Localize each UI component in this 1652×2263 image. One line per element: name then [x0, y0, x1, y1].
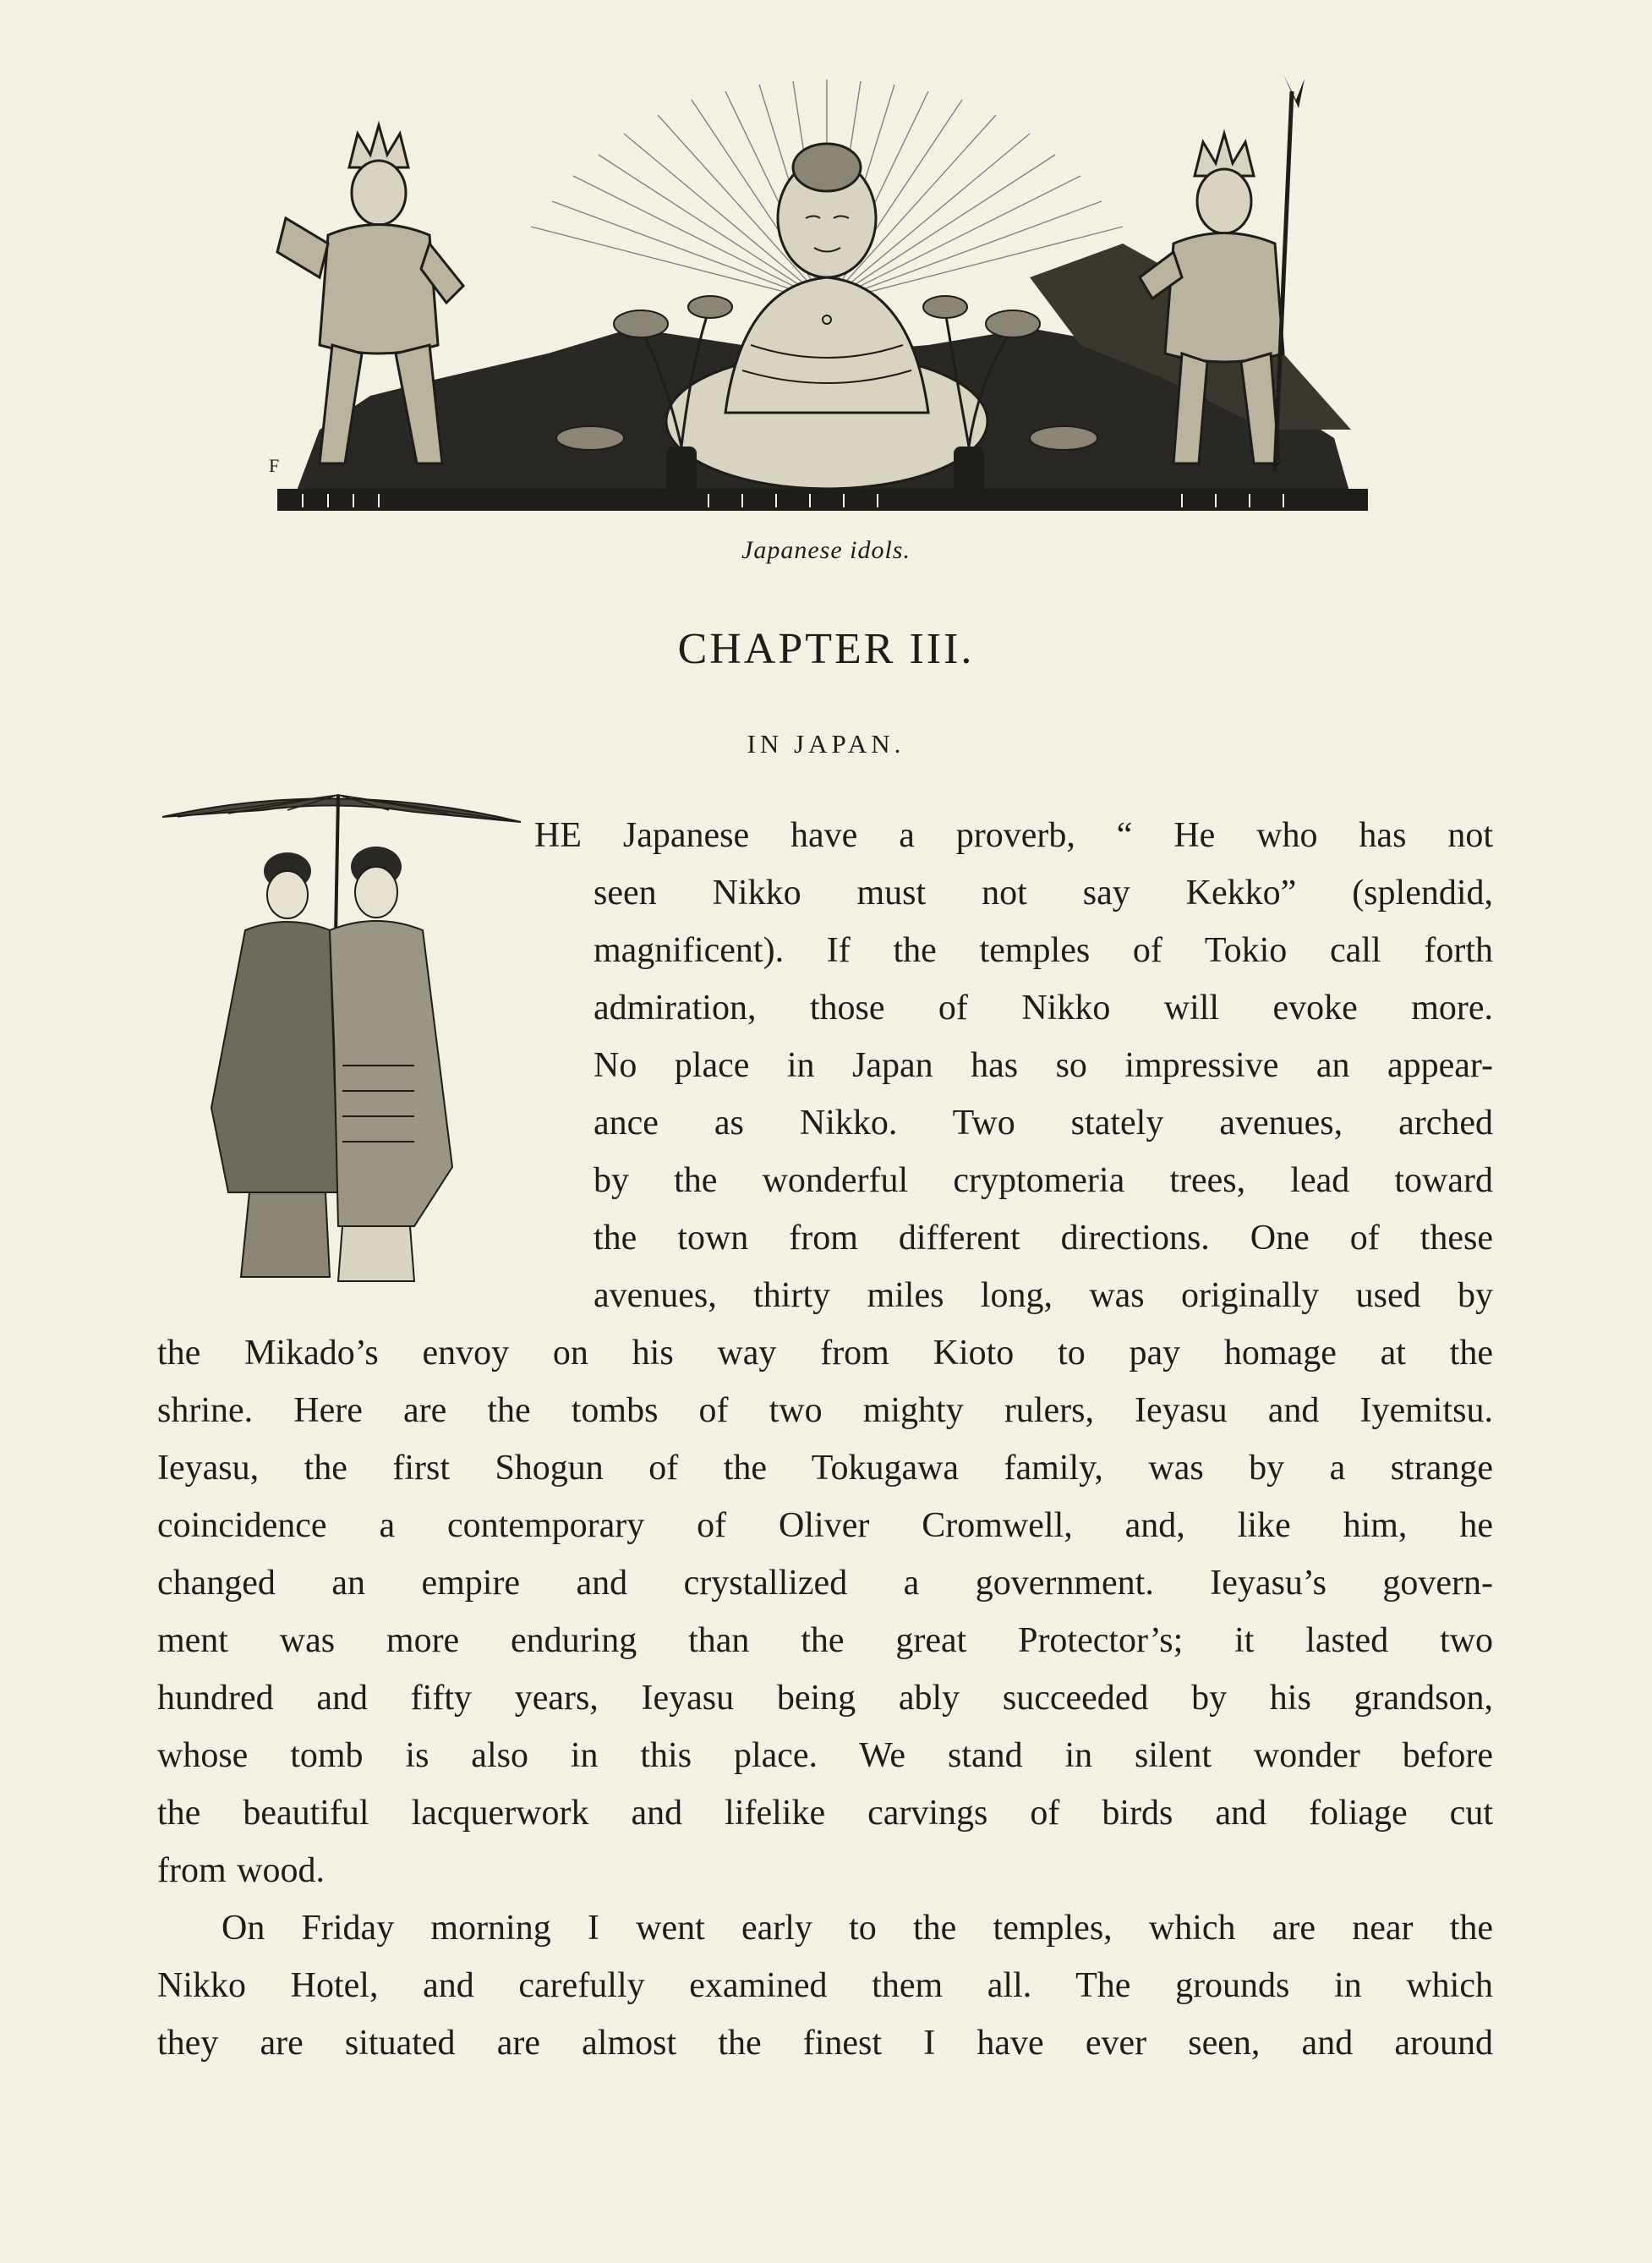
body-line-12: Ieyasu, the first Shogun of the Tokugawa family, was by a strange: [157, 1449, 1493, 1488]
figure-caption: Japanese idols.: [741, 536, 911, 564]
body-line-3: magnificent). If the temples of Tokio call forth: [594, 931, 1493, 970]
body-line-6: ance as Nikko. Two stately avenues, arched: [594, 1104, 1493, 1142]
body-line-18: the beautiful lacquerwork and lifelike carvings of birds and foliage cut: [157, 1794, 1493, 1833]
body-line-15: ment was more enduring than the great Protector’s; it lasted two: [157, 1621, 1493, 1660]
chapter-subtitle: IN JAPAN.: [747, 729, 905, 759]
body-line-17: whose tomb is also in this place. We stand in silent wonder before: [157, 1736, 1493, 1775]
body-line-7: by the wonderful cryptomeria trees, lead toward: [594, 1161, 1493, 1200]
body-line-22: they are situated are almost the finest I have ever seen, and around: [157, 2024, 1493, 2063]
body-line-2: seen Nikko must not say Kekko” (splendid,: [594, 874, 1493, 912]
body-line-10: the Mikado’s envoy on his way from Kioto to pay homage at the: [157, 1334, 1493, 1373]
body-line-9: avenues, thirty miles long, was originally used by: [594, 1276, 1493, 1315]
body-line-19: from wood.: [157, 1851, 325, 1890]
women-with-parasol-illustration: [161, 786, 524, 1294]
chapter-title: CHAPTER III.: [677, 625, 975, 673]
body-line-11: shrine. Here are the tombs of two mighty rulers, Ieyasu and Iyemitsu.: [157, 1391, 1493, 1430]
body-line-1: HE Japanese have a proverb, “ He who has not: [534, 816, 1493, 855]
body-line-14: changed an empire and crystallized a government. Ieyasu’s govern-: [157, 1564, 1493, 1603]
japanese-idols-illustration: [269, 74, 1378, 531]
body-line-8: the town from different directions. One of these: [594, 1219, 1493, 1258]
body-line-4: admiration, those of Nikko will evoke more.: [594, 989, 1493, 1027]
body-line-20: On Friday morning I went early to the temples, which are near the: [222, 1909, 1493, 1948]
body-line-13: coincidence a contemporary of Oliver Cromwell, and, like him, he: [157, 1506, 1493, 1545]
body-line-5: No place in Japan has so impressive an appear-: [594, 1046, 1493, 1085]
body-line-16: hundred and fifty years, Ieyasu being ably succeeded by his grandson,: [157, 1679, 1493, 1718]
body-line-21: Nikko Hotel, and carefully examined them all. The grounds in which: [157, 1966, 1493, 2005]
svg-text:F: F: [269, 455, 280, 476]
